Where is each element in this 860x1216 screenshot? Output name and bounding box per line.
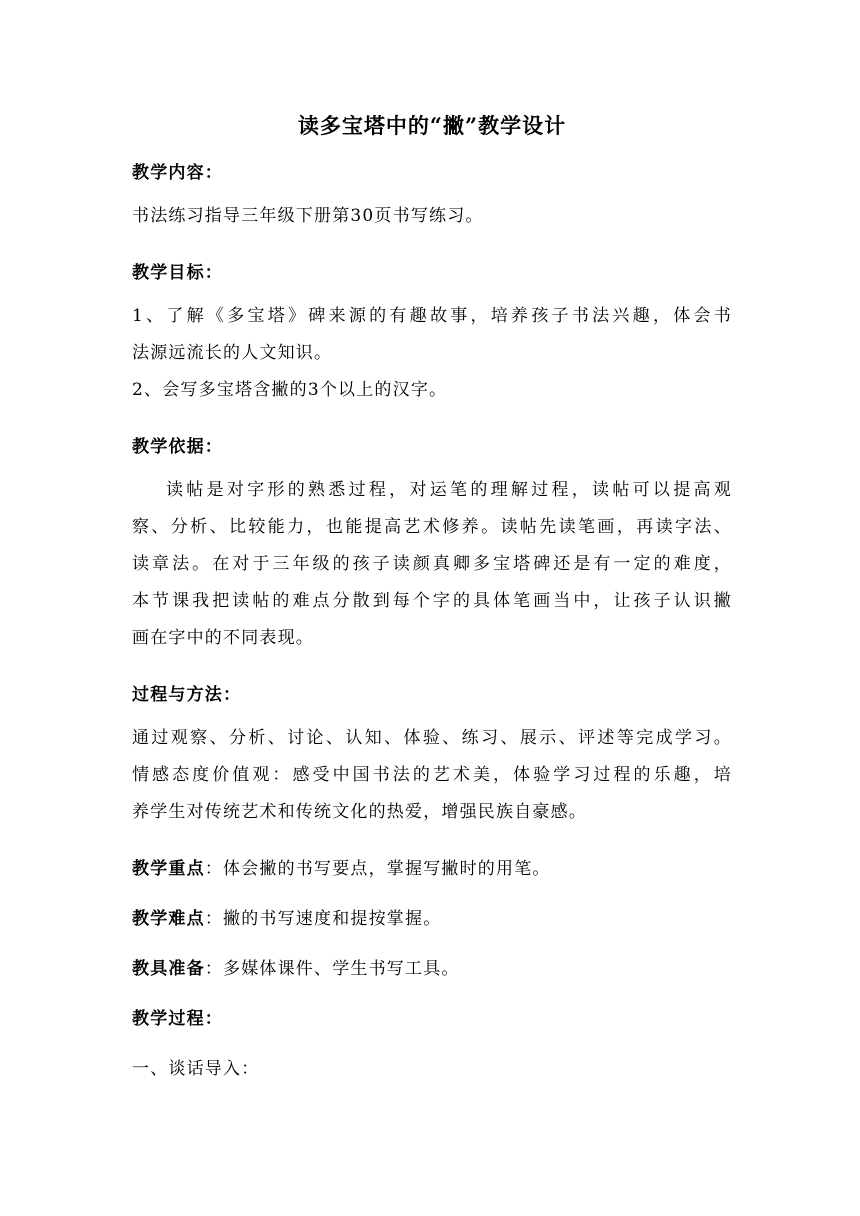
tools-line xyxy=(132,944,732,994)
basis-line-3: 读章法。在对于三年级的孩子读颜真卿多宝塔碑还是有一定的难度， xyxy=(132,554,732,574)
difficulty-line xyxy=(132,894,732,944)
key-point-label: 教学重点 xyxy=(132,859,205,879)
key-point-text: ：体会撇的书写要点，掌握写撇时的用笔。 xyxy=(204,859,551,879)
document-page xyxy=(132,104,732,1094)
tools-text: ：多媒体课件、学生书写工具。 xyxy=(204,959,460,979)
goal-item-1-line-1: 1、了解《多宝塔》碑来源的有趣故事，培养孩子书法兴趣，体会书 xyxy=(132,306,732,326)
basis-line-4: 本节课我把读帖的难点分散到每个字的具体笔画当中，让孩子认识撇 xyxy=(132,591,732,611)
basis-line-5: 画在字中的不同表现。 xyxy=(132,628,314,648)
procedure-step-1: 一、谈话导入： xyxy=(132,1059,260,1079)
heading-teaching-basis: 教学依据： xyxy=(132,437,223,457)
key-point-line xyxy=(132,844,732,894)
basis-line-1: 读帖是对字形的熟悉过程，对运笔的理解过程，读帖可以提高观 xyxy=(166,480,732,500)
difficulty-text: ：撇的书写速度和提按掌握。 xyxy=(204,909,442,929)
process-line-2: 情感态度价值观：感受中国书法的艺术美，体验学习过程的乐趣，培 xyxy=(132,765,732,785)
difficulty-label: 教学难点 xyxy=(132,909,205,929)
heading-teaching-content: 教学内容： xyxy=(132,163,223,183)
tools-label: 教具准备 xyxy=(132,959,205,979)
goal-item-2: 2、会写多宝塔含撇的3个以上的汉字。 xyxy=(132,380,448,400)
process-line-3: 养学生对传统艺术和传统文化的热爱，增强民族自豪感。 xyxy=(132,802,587,822)
heading-teaching-procedure: 教学过程： xyxy=(132,1009,223,1029)
heading-process-method: 过程与方法： xyxy=(132,685,242,705)
heading-teaching-goals: 教学目标： xyxy=(132,263,223,283)
goal-item-1-line-2: 法源远流长的人文知识。 xyxy=(132,343,333,363)
document-title: 读多宝塔中的“撇”教学设计 xyxy=(297,113,567,138)
basis-line-2: 察、分析、比较能力，也能提高艺术修养。读帖先读笔画，再读字法、 xyxy=(132,517,732,537)
process-line-1: 通过观察、分析、讨论、认知、体验、练习、展示、评述等完成学习。 xyxy=(132,728,732,748)
teaching-content-text: 书法练习指导三年级下册第30页书写练习。 xyxy=(132,206,484,226)
